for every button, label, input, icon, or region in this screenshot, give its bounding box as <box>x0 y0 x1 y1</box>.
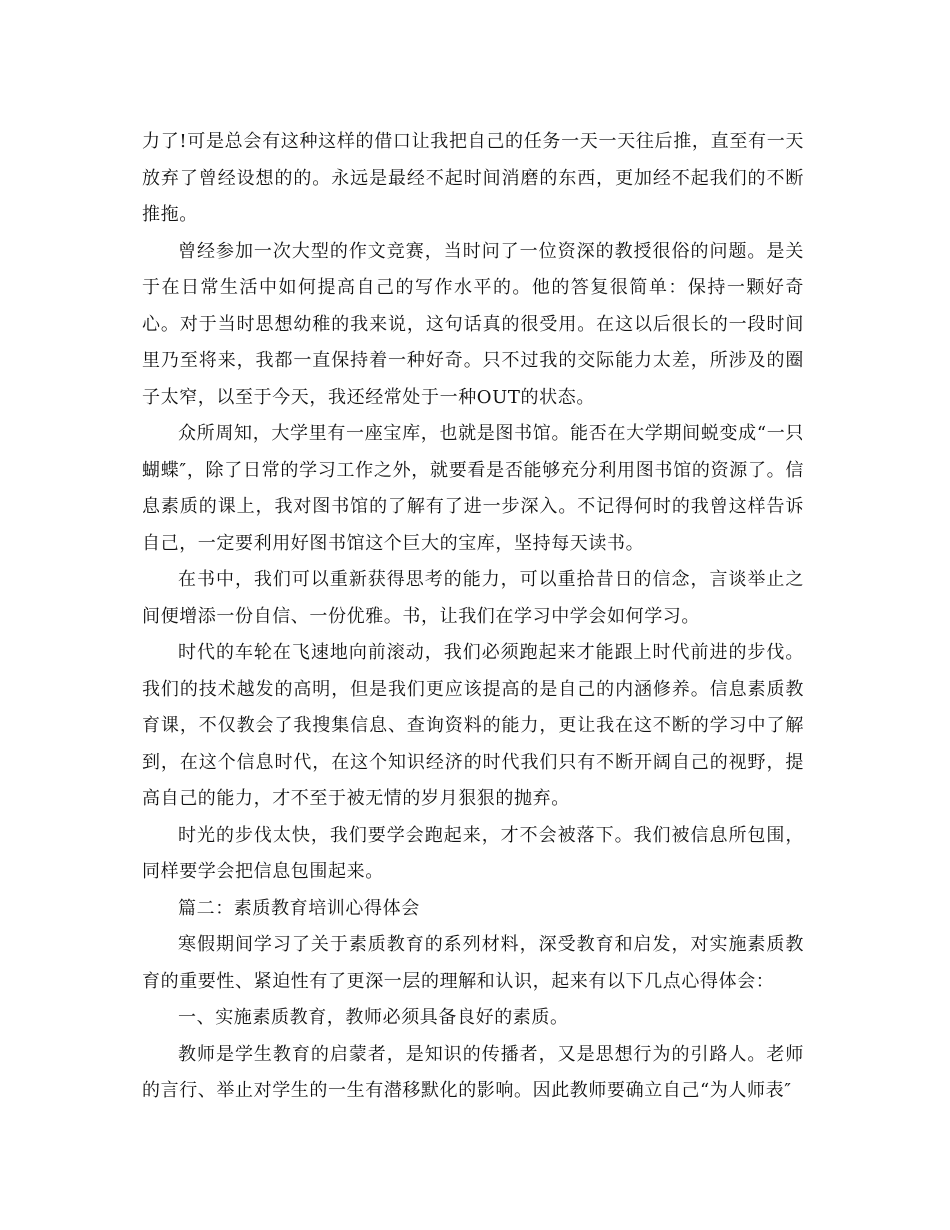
paragraph-books: 在书中，我们可以重新获得思考的能力，可以重拾昔日的信念，言谈举止之间便增添一份自信、一份优雅。书，让我们在学习中学会如何学习。 <box>142 569 804 627</box>
point-heading-one: 一、实施素质教育，教师必须具备良好的素质。 <box>178 1007 569 1028</box>
paragraph-era: 时代的车轮在飞速地向前滚动，我们必须跑起来才能跟上时代前进的步伐。我们的技术越发的高明，但是我们更应该提高的是自己的内涵修养。信息素质教育课，不仅教会了我搜集信息、查询资料的能力，更让我在这不断的学习中了解到，在这个信息时代，在这个知识经济的时代我们只有不断开阔自己的视野，提高自己的能力，才不至于被无情的岁月狠狠的抛弃。 <box>142 642 804 809</box>
document-body <box>142 124 804 1110</box>
paragraph-winter-study: 寒假期间学习了关于素质教育的系列材料，深受教育和启发，对实施素质教育的重要性、紧迫性有了更深一层的理解和认识，起来有以下几点心得体会： <box>142 934 804 992</box>
paragraph-library: 众所周知，大学里有一座宝库，也就是图书馆。能否在大学期间蜕变成“一只蝴蝶″，除了日常的学习工作之外，就要看是否能够充分利用图书馆的资源了。信息素质的课上，我对图书馆的了解有了进一步深入。不记得何时的我曾这样告诉自己，一定要利用好图书馆这个巨大的宝库，坚持每天读书。 <box>142 423 804 554</box>
paragraph-essay-contest: 曾经参加一次大型的作文竞赛，当时问了一位资深的教授很俗的问题。是关于在日常生活中如何提高自己的写作水平的。他的答复很简单：保持一颗好奇心。对于当时思想幼稚的我来说，这句话真的很受用。在这以后很长的一段时间里乃至将来，我都一直保持着一种好奇。只不过我的交际能力太差，所涉及的圈子太窄，以至于今天，我还经常处于一种OUT的状态。 <box>142 240 804 408</box>
paragraph-time: 时光的步伐太快，我们要学会跑起来，才不会被落下。我们被信息所包围，同样要学会把信息包围起来。 <box>142 824 804 882</box>
section-heading: 篇二：素质教育培训心得体会 <box>178 897 420 919</box>
paragraph-continued: 力了!可是总会有这种这样的借口让我把自己的任务一天一天往后推，直至有一天放弃了曾经设想的的。永远是最经不起时间消磨的东西，更加经不起我们的不断推拖。 <box>142 131 804 225</box>
paragraph-teacher: 教师是学生教育的启蒙者，是知识的传播者，又是思想行为的引路人。老师的言行、举止对学生的一生有潜移默化的影响。因此教师要确立自己“为人师表″ <box>142 1043 804 1101</box>
